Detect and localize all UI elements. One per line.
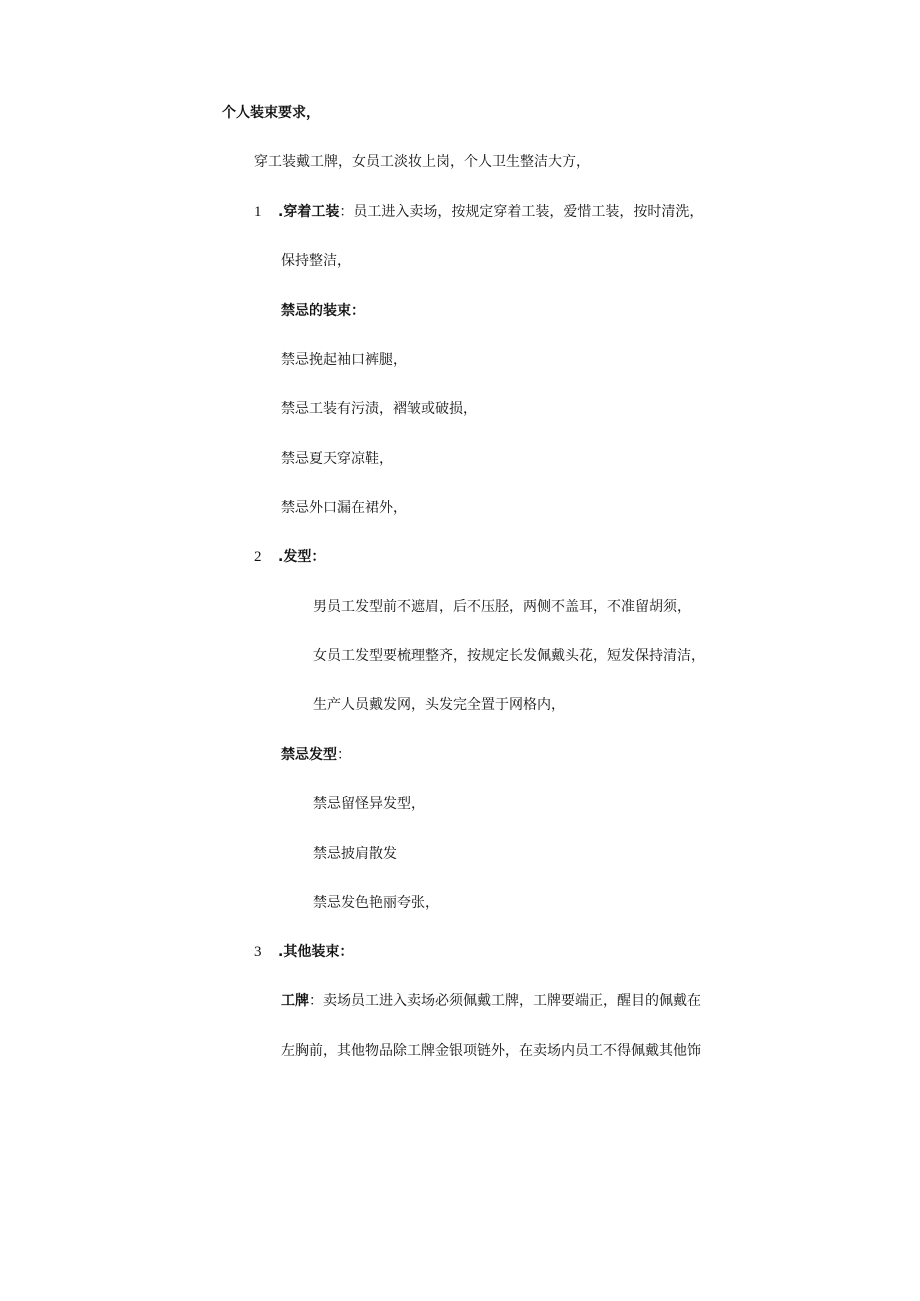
page-title: 个人装束要求， [222,105,320,121]
section-3-badge-colon: ： [309,993,323,1009]
section-2-item: 女员工发型要梳理整齐，按规定长发佩戴头花，短发保持清洁， [313,648,705,664]
section-2-heading-line [254,547,325,567]
section-2-taboo-item: 禁忌发色艳丽夸张， [313,895,439,911]
section-1-taboo-item: 禁忌外口漏在裙外， [281,500,407,516]
section-2-taboo-item: 禁忌披肩散发 [313,846,397,862]
section-2-item: 男员工发型前不遮眉，后不压胫，两侧不盖耳，不准留胡须， [313,599,691,615]
section-2-taboo-heading: 禁忌发型 [281,747,337,763]
section-1-text: 员工进入卖场，按规定穿着工装，爱惜工装，按时清洗， [353,204,704,220]
intro-paragraph: 穿工装戴工牌，女员工淡妆上岗，个人卫生整洁大方， [254,154,590,170]
section-1-taboo-item: 禁忌夏天穿凉鞋， [281,451,393,467]
section-3-heading-line [254,942,353,962]
section-1-heading-line [254,202,703,222]
section-1-number: 1 [254,204,262,220]
section-1-taboo-heading: 禁忌的装束： [281,303,365,319]
section-2-taboo-item: 禁忌留怪异发型， [313,796,425,812]
section-3-badge-text: 卖场员工进入卖场必须佩戴工牌，工牌要端正，醒目的佩戴在 [323,993,701,1009]
section-3-badge-line [281,991,701,1011]
section-1-taboo-item: 禁忌挽起袖口裤腿， [281,352,407,368]
section-2-taboo-heading-line [281,745,351,765]
section-2-item: 生产人员戴发网，头发完全置于网格内， [313,697,565,713]
section-2-number: 2 [254,549,262,565]
section-3-heading: .其他装束 [278,944,340,960]
section-2-taboo-colon: ： [337,747,351,763]
section-3-badge-continuation: 左胸前，其他物品除工牌金银项链外，在卖场内员工不得佩戴其他饰 [281,1043,701,1059]
section-3-colon: ： [339,944,354,960]
section-1-taboo-item: 禁忌工装有污渍，褶皱或破损， [281,401,477,417]
section-1-heading: .穿着工装 [278,204,340,220]
section-3-number: 3 [254,944,262,960]
section-2-colon: ： [311,549,326,565]
section-1-colon: ： [339,204,354,220]
section-1-continuation: 保持整洁， [281,253,351,269]
section-3-badge-label: 工牌 [281,993,309,1009]
section-2-heading: .发型 [278,549,312,565]
